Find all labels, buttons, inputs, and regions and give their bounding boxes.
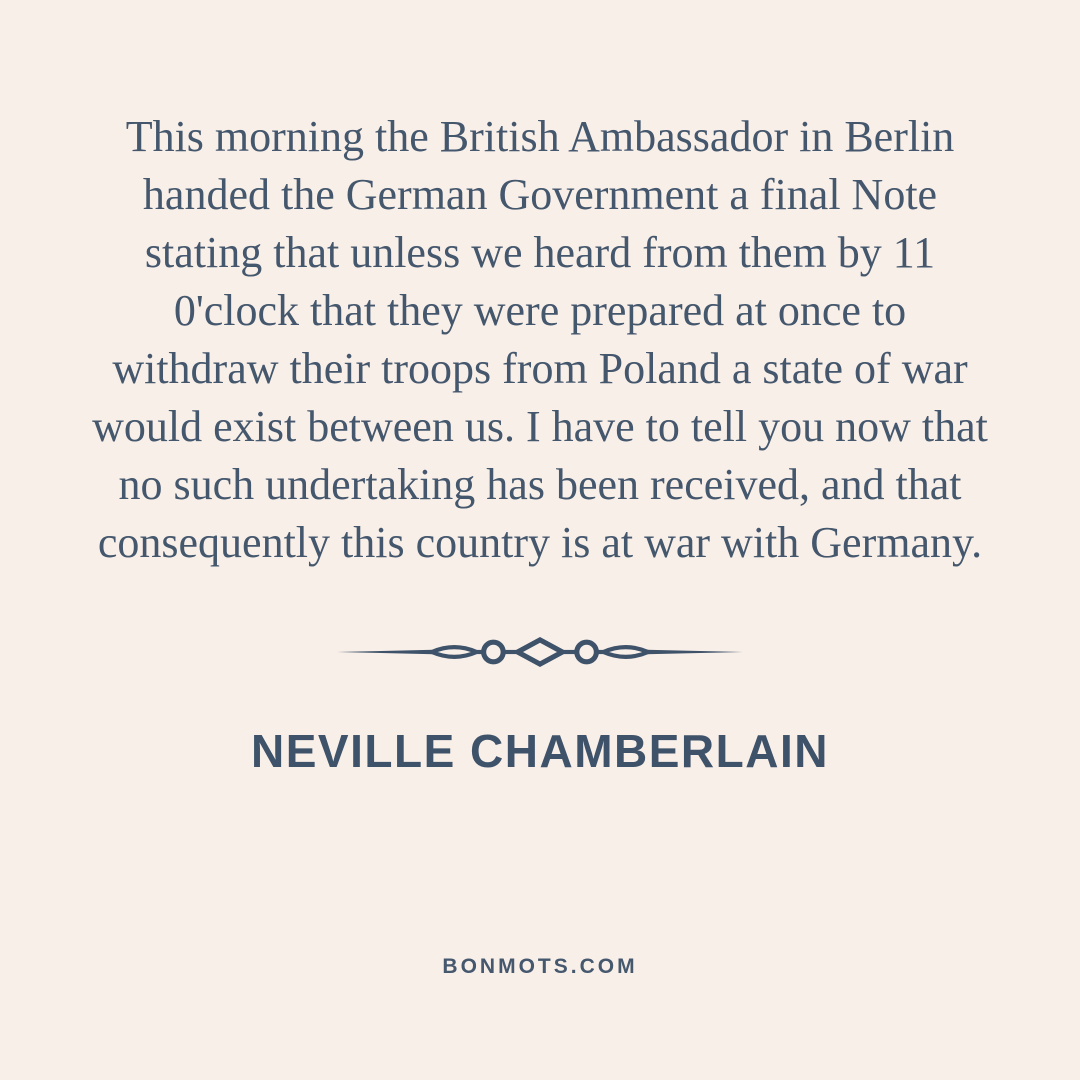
- quote-line: consequently this country is at war with Germany.: [97, 518, 983, 567]
- site-watermark: BONMOTS.COM: [442, 955, 638, 978]
- quote-line: would exist between us. I have to tell you now that: [92, 402, 988, 451]
- attribution-name: NEVILLE CHAMBERLAIN: [251, 725, 829, 777]
- ornamental-divider-icon: [335, 630, 745, 674]
- quote-line: 0'clock that they were prepared at once to: [173, 286, 907, 335]
- quote-text: [80, 108, 1000, 572]
- quote-line: stating that unless we heard from them by 11: [144, 228, 936, 277]
- quote-line: withdraw their troops from Poland a state of war: [112, 344, 968, 393]
- quote-line: This morning the British Ambassador in Berlin: [125, 112, 955, 161]
- quote-line: handed the German Government a final Note: [142, 170, 938, 219]
- ornamental-divider-svg: [335, 630, 745, 674]
- quote-line: no such undertaking has been received, and that: [118, 460, 962, 509]
